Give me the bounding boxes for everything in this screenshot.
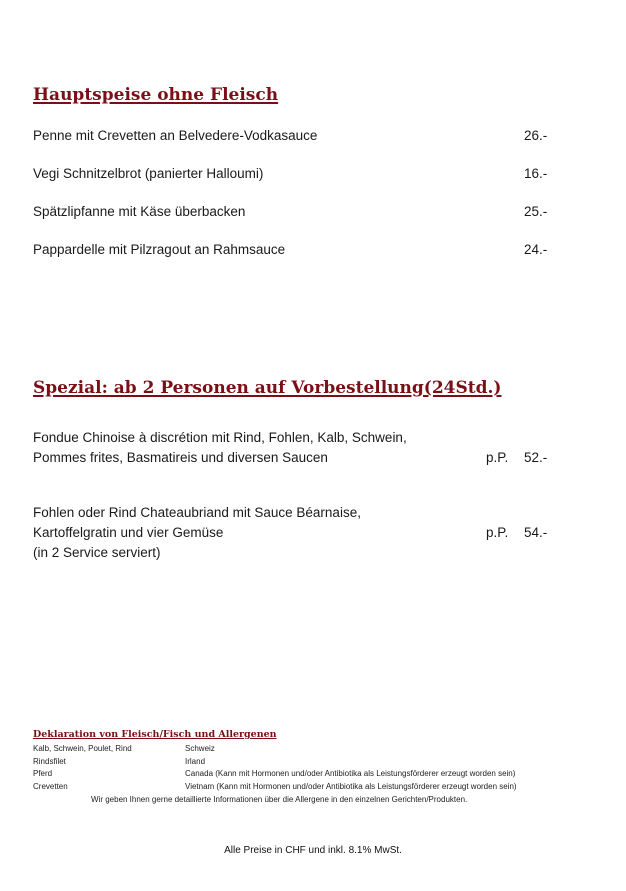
allergen-note: Wir geben Ihnen gerne detaillierte Informationen über die Allergene in den einzelnen Gerichten/Produkten.: [91, 795, 468, 804]
section-title-main: Hauptspeise ohne Fleisch: [33, 85, 279, 105]
menu-item: [33, 204, 593, 224]
price-footer: Alle Preise in CHF und inkl. 8.1% MwSt.: [224, 845, 402, 856]
menu-item-price: 25.-: [524, 204, 548, 219]
declaration-item: Pferd: [33, 769, 53, 778]
menu-item: [33, 166, 593, 186]
special-item: [33, 503, 593, 563]
special-item-line: Fohlen oder Rind Chateaubriand mit Sauce Béarnaise,: [33, 505, 361, 520]
section-title-special: Spezial: ab 2 Personen auf Vorbestellung(24Std.): [33, 378, 502, 398]
declaration-item: Crevetten: [33, 782, 68, 791]
special-item-line: Fondue Chinoise à discrétion mit Rind, Fohlen, Kalb, Schwein,: [33, 430, 407, 445]
special-item-line: Pommes frites, Basmatireis und diversen Saucen: [33, 450, 328, 465]
special-item-line: Kartoffelgratin und vier Gemüse: [33, 525, 224, 540]
special-item-price: 54.-: [524, 525, 548, 540]
menu-item-price: 26.-: [524, 128, 548, 143]
declaration-origin: Irland: [185, 757, 206, 766]
declaration-row: [33, 757, 593, 769]
declaration-origin: Schweiz: [185, 744, 215, 753]
declaration-row: [33, 769, 593, 781]
special-item-price: 52.-: [524, 450, 548, 465]
per-person-label: p.P.: [486, 525, 509, 540]
declaration-row: [33, 744, 593, 756]
menu-item-name: Penne mit Crevetten an Belvedere-Vodkasauce: [33, 128, 318, 143]
special-item-line: (in 2 Service serviert): [33, 545, 161, 560]
declaration-origin: Vietnam (Kann mit Hormonen und/oder Antibiotika als Leistungsförderer erzeugt worden sein): [185, 782, 517, 791]
declaration-item: Kalb, Schwein, Poulet, Rind: [33, 744, 132, 753]
menu-item-name: Pappardelle mit Pilzragout an Rahmsauce: [33, 242, 286, 257]
menu-item: [33, 128, 593, 148]
special-item: [33, 428, 593, 468]
menu-item-name: Spätzlipfanne mit Käse überbacken: [33, 204, 246, 219]
declaration-origin: Canada (Kann mit Hormonen und/oder Antibiotika als Leistungsförderer erzeugt worden sein): [185, 769, 516, 778]
menu-item: [33, 242, 593, 262]
menu-item-name: Vegi Schnitzelbrot (panierter Halloumi): [33, 166, 264, 181]
per-person-label: p.P.: [486, 450, 509, 465]
declaration-item: Rindsfilet: [33, 757, 66, 766]
declaration-title: Deklaration von Fleisch/Fisch und Allergenen: [33, 729, 277, 740]
menu-item-price: 24.-: [524, 242, 548, 257]
menu-item-price: 16.-: [524, 166, 548, 181]
declaration-row: [33, 782, 593, 794]
